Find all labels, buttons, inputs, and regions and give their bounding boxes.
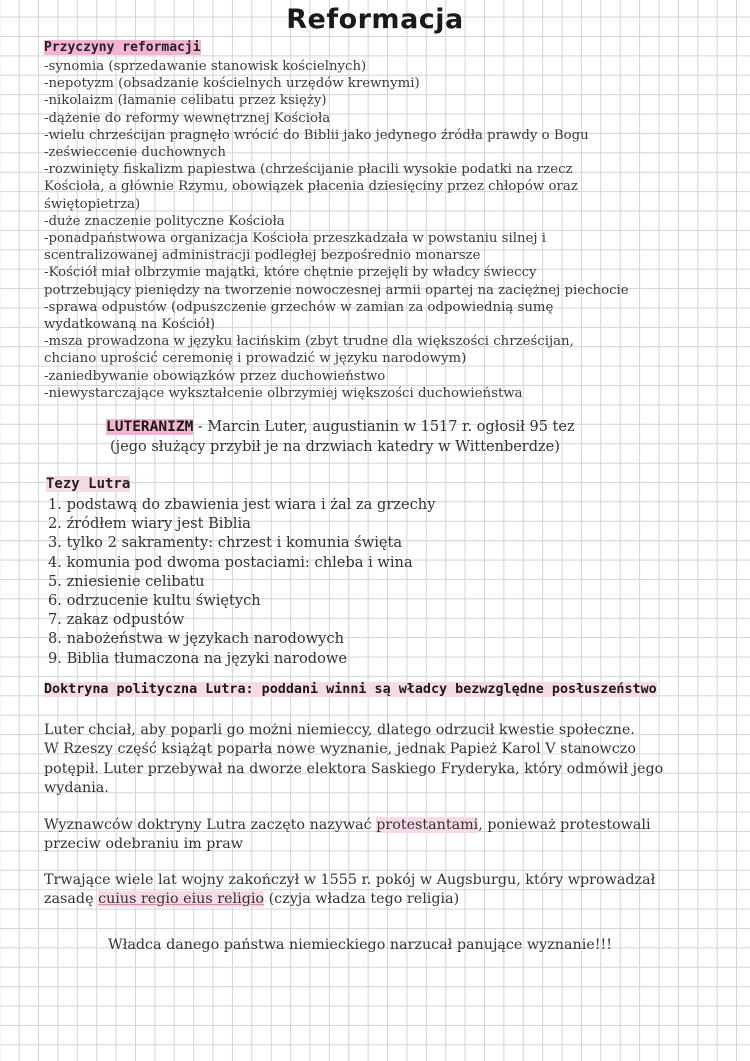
thesis-item: 2. źródłem wiary jest Biblia <box>48 515 251 533</box>
paragraph-line: W Rzeszy część książąt poparła nowe wyznanie, jednak Papież Karol V stanowczo <box>44 741 636 758</box>
paragraph-luther <box>44 721 714 799</box>
paragraph-line: Luter chciał, aby poparli go możni niemieccy, dlatego odrzucił kwestie społeczne. <box>44 722 635 738</box>
paragraph-augsburg <box>44 871 714 910</box>
paragraph-protestants <box>44 816 714 855</box>
lutheranism-block <box>106 418 666 457</box>
causes-line: -synomia (sprzedawanie stanowisk kościelnych) <box>44 59 367 74</box>
causes-line: -zaniedbywanie obowiązków przez duchowieństwo <box>44 368 386 384</box>
paragraph-text: (czyja władza tego religia) <box>264 891 460 908</box>
causes-line: scentralizowanej administracji podległej bezpośrednio monarsze <box>44 248 481 264</box>
causes-list <box>44 58 694 402</box>
doctrine-heading-text: Doktryna polityczna Lutra: poddani winni są władcy bezwzględne posłuszeństwo <box>44 682 657 697</box>
thesis-item: 6. odrzucenie kultu świętych <box>48 592 261 610</box>
theses-heading-text: Tezy Lutra <box>46 476 131 492</box>
thesis-item: 9. Biblia tłumaczona na języki narodowe <box>48 649 347 667</box>
paragraph-line: przeciw odebraniu im praw <box>44 836 244 853</box>
causes-line: Kościoła, a głównie Rzymu, obowiązek płacenia dziesięciny przez chłopów oraz <box>44 179 578 195</box>
causes-line: wydatkowaną na Kościół) <box>44 317 216 333</box>
causes-line: świętopietrza) <box>44 196 141 212</box>
paragraph-line: potępił. Luter przebywał na dworze elektora Saskiego Fryderyka, który odmówił jego <box>44 760 664 777</box>
paragraph-text: Wyznawców doktryny Lutra zaczęto nazywać <box>44 817 377 833</box>
causes-line: -msza prowadzona w języku łacińskim (zbyt trudne dla większości chrześcijan, <box>44 334 574 350</box>
protestants-term: protestantami <box>376 817 479 833</box>
paragraph-text: zasadę <box>44 891 99 908</box>
causes-line: potrzebujący pieniędzy na tworzenie nowoczesnej armii opartej na zaciężnej piechocie <box>44 282 629 298</box>
page-title: Reformacja <box>286 4 464 35</box>
causes-line: -niewystarczające wykształcenie olbrzymiej większości duchowieństwa <box>44 385 523 401</box>
causes-heading <box>44 40 201 55</box>
causes-line: -wielu chrześcijan pragnęło wrócić do Biblii jako jedynego źródła prawdy o Bogu <box>44 127 589 143</box>
lutheranism-text: - Marcin Luter, augustianin w 1517 r. ogłosił 95 tez <box>193 419 575 435</box>
lutheranism-keyword: LUTERANIZM <box>106 419 194 435</box>
causes-line: chciano uprościć ceremonię i prowadzić w języku narodowym) <box>44 351 467 367</box>
causes-line: -duże znaczenie polityczne Kościoła <box>44 213 285 229</box>
causes-line: -sprawa odpustów (odpuszczenie grzechów w zamian za odpowiednią sumę <box>44 299 554 315</box>
causes-line: -ześwieccenie duchownych <box>44 145 226 161</box>
lutheranism-line-2: (jego służący przybił je na drzwiach katedry w Wittenberdze) <box>110 438 560 455</box>
cuius-regio-term: cuius regio eius religio <box>98 891 265 908</box>
causes-line: -Kościół miał olbrzymie majątki, które chętnie przejęli by władcy świeccy <box>44 265 537 281</box>
paragraph-text: , ponieważ protestowali <box>478 817 651 833</box>
paragraph-line <box>44 816 714 835</box>
causes-heading-text: Przyczyny reformacji <box>44 40 201 55</box>
causes-line: -nepotyzm (obsadzanie kościelnych urzędów krewnymi) <box>44 76 420 92</box>
causes-line: -ponadpaństwowa organizacja Kościoła przeszkadzała w powstaniu silnej i <box>44 231 546 247</box>
thesis-item: 4. komunia pod dwoma postaciami: chleba i wina <box>48 553 413 571</box>
causes-line: -rozwinięty fiskalizm papiestwa (chrześcijanie płacili wysokie podatki na rzecz <box>44 162 573 178</box>
thesis-item: 8. nabożeństwa w językach narodowych <box>48 630 344 648</box>
paragraph-line <box>44 890 714 909</box>
thesis-item: 7. zakaz odpustów <box>48 611 185 629</box>
causes-line: -dążenie do reformy wewnętrznej Kościoła <box>44 110 331 126</box>
thesis-item: 1. podstawą do zbawienia jest wiara i żal za grzechy <box>48 496 436 513</box>
theses-heading <box>46 476 130 492</box>
final-note: Władca danego państwa niemieckiego narzucał panujące wyznanie!!! <box>108 937 612 953</box>
thesis-item: 5. zniesienie celibatu <box>48 572 205 590</box>
thesis-item: 3. tylko 2 sakramenty: chrzest i komunia święta <box>48 534 403 552</box>
paragraph-line: Trwające wiele lat wojny zakończył w 1555 r. pokój w Augsburgu, który wprowadzał <box>44 872 656 888</box>
causes-line: -nikolaizm (łamanie celibatu przez księży) <box>44 93 327 109</box>
paragraph-line: wydania. <box>44 780 109 797</box>
doctrine-heading <box>44 682 657 697</box>
lutheranism-line-1 <box>106 418 666 438</box>
theses-list <box>48 495 568 668</box>
